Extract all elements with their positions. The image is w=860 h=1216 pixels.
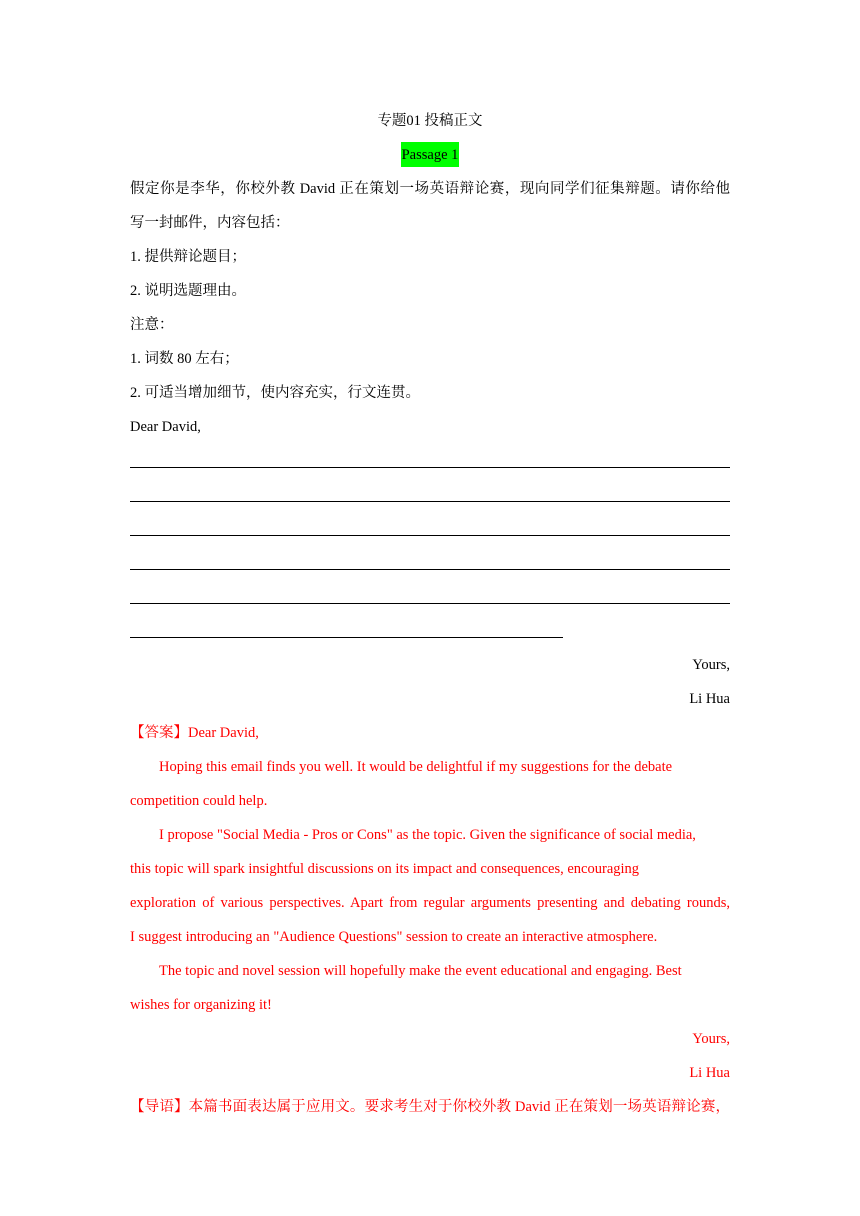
guide-text: 本篇书面表达属于应用文。要求考生对于你校外教 David 正在策划一场英语辩论赛， [188, 1099, 731, 1115]
answer-p2-line4: I suggest introducing an "Audience Questions" session to create an interactive atmosphere. [130, 929, 658, 945]
answer-p3-line1: The topic and novel session will hopefully make the event educational and engaging. Best [159, 963, 682, 979]
answer-p2-line3: exploration of various perspectives. Apart from regular arguments presenting and debating rounds, [130, 895, 730, 911]
prompt-item-1: 1. 提供辩论题目； [130, 249, 246, 265]
writing-line [130, 512, 730, 546]
prompt-line-2: 写一封邮件，内容包括： [130, 215, 290, 231]
answer-signature: Li Hua [689, 1065, 730, 1081]
answer-p1-line2: competition could help. [130, 793, 268, 809]
document-title: 专题01 投稿正文 [377, 113, 483, 129]
answer-p3-line2: wishes for organizing it! [130, 997, 272, 1013]
prompt-line-1: 假定你是李华，你校外教 David 正在策划一场英语辩论赛，现向同学们征集辩题。请你给他 [130, 181, 730, 197]
letter-closing: Yours, [692, 657, 730, 673]
answer-p2-line2: this topic will spark insightful discussions on its impact and consequences, encouraging [130, 861, 640, 877]
passage-label-row [130, 138, 730, 172]
writing-line-short [130, 614, 730, 648]
answer-p2-line1: I propose "Social Media - Pros or Cons" as the topic. Given the significance of social media, [159, 827, 696, 843]
guide-line [130, 1090, 730, 1124]
answer-header [130, 716, 730, 750]
document-page [130, 104, 730, 1124]
writing-line [130, 478, 730, 512]
note-item-2: 2. 可适当增加细节，使内容充实，行文连贯。 [130, 385, 420, 401]
prompt-item-2: 2. 说明选题理由。 [130, 283, 246, 299]
note-item-1: 1. 词数 80 左右； [130, 351, 239, 367]
letter-greeting: Dear David, [130, 419, 201, 435]
answer-label: 【答案】 [130, 725, 188, 741]
note-label: 注意： [130, 317, 174, 333]
writing-line [130, 444, 730, 478]
answer-closing: Yours, [692, 1031, 730, 1047]
writing-line [130, 546, 730, 580]
writing-line [130, 580, 730, 614]
letter-signature: Li Hua [689, 691, 730, 707]
answer-greeting: Dear David, [188, 725, 259, 741]
passage-label: Passage 1 [401, 142, 460, 167]
answer-p1-line1: Hoping this email finds you well. It would be delightful if my suggestions for the debate [159, 759, 673, 775]
guide-label: 【导语】 [130, 1099, 189, 1115]
